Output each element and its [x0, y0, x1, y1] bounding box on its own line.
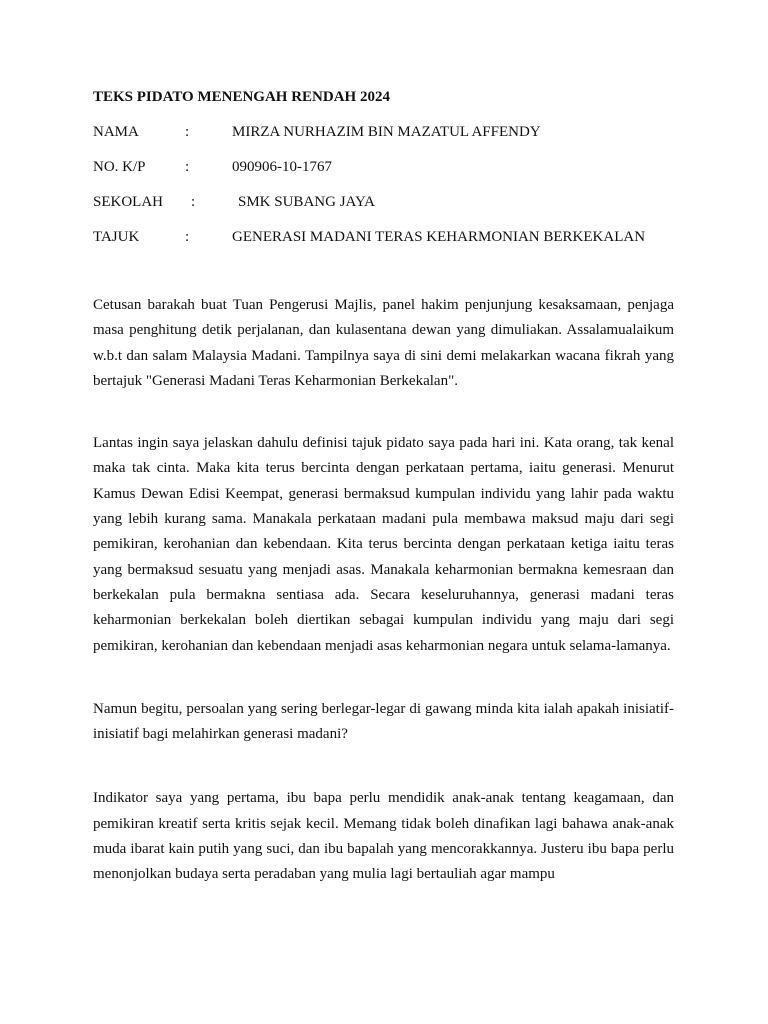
paragraph-first-point: Indikator saya yang pertama, ibu bapa perlu mendidik anak-anak tentang keagamaan, dan pemikiran kreatif serta kritis sejak kecil. Memang tidak boleh dinafikan lagi bahawa anak-anak muda ibarat kain putih yang suci, dan ibu bapalah yang mencorakkannya. Justeru ibu bapa perlu menonjolkan budaya serta peradaban yang mulia lagi bertauliah agar mampu — [93, 790, 674, 883]
paragraph-definition: Lantas ingin saya jelaskan dahulu definisi tajuk pidato saya pada hari ini. Kata orang, tak kenal maka tak cinta. Maka kita terus bercinta dengan perkataan pertama, iaitu generasi. Menurut Kamus Dewan Edisi Keempat, generasi bermaksud kumpulan individu yang lahir pada waktu yang lebih kurang sama. Manakala perkataan madani pula membawa maksud maju dari segi pemikiran, kerohanian dan kebendaan. Kita terus bercinta dengan perkataan ketiga iaitu teras yang bermaksud sesuatu yang menjadi asas. Manakala keharmonian bermakna kemesraan dan berkekalan pula bermakna sentiasa ada. Secara keseluruhannya, generasi madani teras keharmonian berkekalan boleh diertikan sebagai kumpulan individu yang maju dari segi pemikiran, kerohanian dan kebendaan menjadi asas keharmonian negara untuk selama-lamanya. — [93, 435, 674, 654]
info-value: SMK SUBANG JAYA — [238, 194, 375, 210]
info-label: NO. K/P — [93, 159, 146, 175]
info-label: NAMA — [93, 124, 139, 140]
info-colon: : — [191, 194, 196, 210]
document-body — [93, 86, 674, 888]
info-row-ic-number — [93, 156, 674, 178]
paragraph-greeting: Cetusan barakah buat Tuan Pengerusi Majlis, panel hakim penjunjung kesaksamaan, penjaga masa penghitung detik perjalanan, dan kulasentana dewan yang dimuliakan. Assalamualaikum w.b.t dan salam Malaysia Madani. Tampilnya saya di sini demi melakarkan wacana fikrah yang bertajuk "Generasi Madani Teras Keharmonian Berkekalan". — [93, 297, 674, 389]
document-title: TEKS PIDATO MENENGAH RENDAH 2024 — [93, 89, 390, 105]
info-value: MIRZA NURHAZIM BIN MAZATUL AFFENDY — [232, 124, 541, 140]
info-label: SEKOLAH — [93, 194, 163, 210]
info-row-name — [93, 121, 674, 143]
paragraph-question: Namun begitu, persoalan yang sering berlegar-legar di gawang minda kita ialah apakah inisiatif-inisiatif bagi melahirkan generasi madani? — [93, 700, 674, 743]
info-colon: : — [185, 229, 190, 245]
info-colon: : — [185, 159, 190, 175]
info-value: 090906-10-1767 — [232, 159, 332, 175]
info-value: GENERASI MADANI TERAS KEHARMONIAN BERKEKALAN — [232, 229, 646, 245]
info-row-topic — [93, 226, 674, 248]
info-label: TAJUK — [93, 229, 140, 245]
info-row-school — [93, 191, 674, 213]
info-colon: : — [185, 124, 190, 140]
